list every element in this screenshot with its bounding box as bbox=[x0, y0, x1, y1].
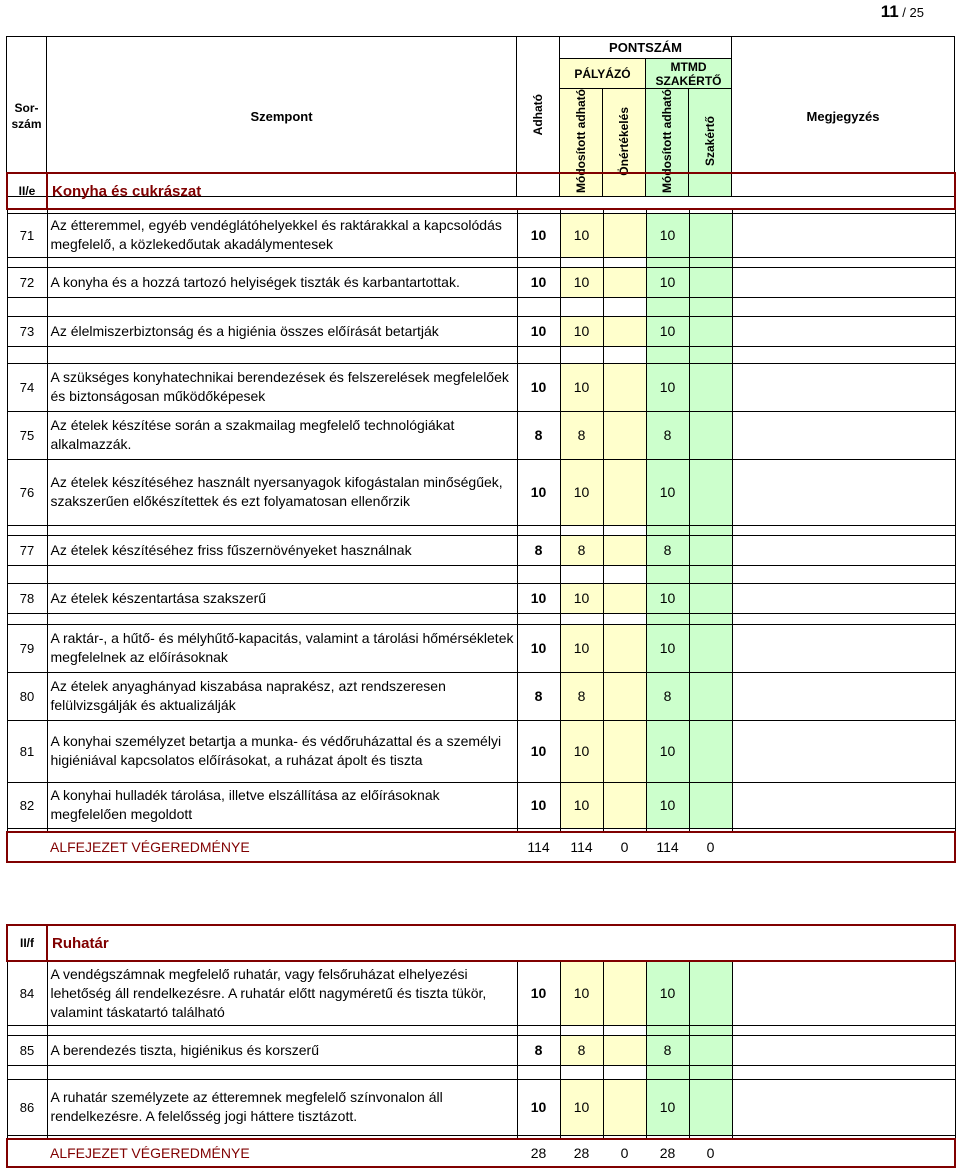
header-modositott-adhato-2: Módosított adható bbox=[646, 89, 689, 197]
points-szakerto[interactable] bbox=[689, 363, 732, 411]
points-adhato: 8 bbox=[517, 535, 560, 565]
row-text: Az ételek készentartása szakszerű bbox=[47, 583, 517, 613]
total-modositott: 28 bbox=[560, 1139, 603, 1167]
points-modositott: 10 bbox=[560, 961, 603, 1025]
header-modositott-adhato: Módosított adható bbox=[560, 89, 603, 197]
notes-cell[interactable] bbox=[732, 583, 955, 613]
points-adhato: 10 bbox=[517, 961, 560, 1025]
notes-cell[interactable] bbox=[732, 1079, 955, 1135]
points-onertekeles[interactable] bbox=[603, 316, 646, 346]
points-mtmd-modositott: 10 bbox=[646, 1079, 689, 1135]
notes-cell[interactable] bbox=[732, 316, 955, 346]
points-onertekeles[interactable] bbox=[603, 782, 646, 828]
points-mtmd-modositott: 8 bbox=[646, 535, 689, 565]
points-mtmd-modositott: 10 bbox=[646, 624, 689, 672]
section-header bbox=[7, 173, 955, 209]
notes-cell[interactable] bbox=[732, 624, 955, 672]
notes-cell[interactable] bbox=[732, 213, 955, 257]
points-mtmd-modositott: 10 bbox=[646, 213, 689, 257]
total-mtmd-modositott: 28 bbox=[646, 1139, 689, 1167]
section-header bbox=[7, 925, 955, 961]
total-adhato: 114 bbox=[517, 832, 560, 862]
points-mtmd-modositott: 10 bbox=[646, 782, 689, 828]
total-onertekeles: 0 bbox=[603, 1139, 646, 1167]
page-number bbox=[881, 2, 924, 22]
points-szakerto[interactable] bbox=[689, 961, 732, 1025]
row-text: Az ételek készítéséhez használt nyersanyagok kifogástalan minőségűek, szakszerűen előkészítettek és ezt folyamatosan ellenőrzik bbox=[47, 459, 517, 525]
row-number: 75 bbox=[7, 411, 47, 459]
notes-cell[interactable] bbox=[732, 363, 955, 411]
points-modositott: 10 bbox=[560, 624, 603, 672]
points-szakerto[interactable] bbox=[689, 535, 732, 565]
notes-cell[interactable] bbox=[732, 1035, 955, 1065]
notes-cell[interactable] bbox=[732, 535, 955, 565]
table-row bbox=[7, 267, 955, 297]
points-modositott: 8 bbox=[560, 1035, 603, 1065]
points-onertekeles[interactable] bbox=[603, 624, 646, 672]
header-onertekeles: Önértékelés bbox=[603, 89, 646, 197]
row-text: Az ételek anyaghányad kiszabása naprakész, azt rendszeresen felülvizsgálják és aktualizálják bbox=[47, 672, 517, 720]
row-number: 76 bbox=[7, 459, 47, 525]
notes-cell[interactable] bbox=[732, 267, 955, 297]
points-adhato: 8 bbox=[517, 411, 560, 459]
points-mtmd-modositott: 8 bbox=[646, 1035, 689, 1065]
section-table-ruhatar bbox=[6, 924, 956, 1168]
row-number: 71 bbox=[7, 213, 47, 257]
total-adhato: 28 bbox=[517, 1139, 560, 1167]
row-text: Az étteremmel, egyéb vendéglátóhelyekkel és raktárakkal a kapcsolódás megfelelő, a közlekedőutak akadálymentesek bbox=[47, 213, 517, 257]
points-modositott: 10 bbox=[560, 782, 603, 828]
points-modositott: 10 bbox=[560, 459, 603, 525]
notes-cell[interactable] bbox=[732, 672, 955, 720]
points-onertekeles[interactable] bbox=[603, 583, 646, 613]
points-onertekeles[interactable] bbox=[603, 720, 646, 782]
table-row bbox=[7, 720, 955, 782]
row-text: A szükséges konyhatechnikai berendezések és felszerelések megfelelőek és biztonságosan működőképesek bbox=[47, 363, 517, 411]
points-modositott: 8 bbox=[560, 535, 603, 565]
notes-cell[interactable] bbox=[732, 782, 955, 828]
points-modositott: 10 bbox=[560, 1079, 603, 1135]
points-mtmd-modositott: 10 bbox=[646, 459, 689, 525]
row-text: A konyhai hulladék tárolása, illetve elszállítása az előírásoknak megfelelően megoldott bbox=[47, 782, 517, 828]
section-code: II/e bbox=[7, 173, 47, 209]
points-modositott: 8 bbox=[560, 672, 603, 720]
row-number: 84 bbox=[7, 961, 47, 1025]
row-number: 73 bbox=[7, 316, 47, 346]
points-mtmd-modositott: 10 bbox=[646, 720, 689, 782]
row-text: A konyha és a hozzá tartozó helyiségek tiszták és karbantartottak. bbox=[47, 267, 517, 297]
total-mtmd-modositott: 114 bbox=[646, 832, 689, 862]
section-total-row bbox=[7, 1139, 955, 1167]
header-szakerto: Szakértő bbox=[689, 89, 732, 197]
row-number: 80 bbox=[7, 672, 47, 720]
row-number: 74 bbox=[7, 363, 47, 411]
section-title: Konyha és cukrászat bbox=[47, 173, 517, 209]
table-row bbox=[7, 363, 955, 411]
header-palyazo: PÁLYÁZÓ bbox=[560, 59, 646, 89]
table-row bbox=[7, 1035, 955, 1065]
points-szakerto[interactable] bbox=[689, 267, 732, 297]
table-row bbox=[7, 1079, 955, 1135]
points-onertekeles[interactable] bbox=[603, 961, 646, 1025]
table-row bbox=[7, 961, 955, 1025]
table-row bbox=[7, 459, 955, 525]
points-adhato: 8 bbox=[517, 1035, 560, 1065]
page-separator: / bbox=[898, 5, 910, 20]
points-adhato: 10 bbox=[517, 624, 560, 672]
row-number: 77 bbox=[7, 535, 47, 565]
points-szakerto[interactable] bbox=[689, 459, 732, 525]
section-code: II/f bbox=[7, 925, 47, 961]
points-szakerto[interactable] bbox=[689, 624, 732, 672]
row-text: Az élelmiszerbiztonság és a higiénia összes előírását betartják bbox=[47, 316, 517, 346]
points-szakerto[interactable] bbox=[689, 411, 732, 459]
points-adhato: 8 bbox=[517, 672, 560, 720]
points-modositott: 8 bbox=[560, 411, 603, 459]
row-number: 85 bbox=[7, 1035, 47, 1065]
section-table-konyha bbox=[6, 172, 956, 863]
points-adhato: 10 bbox=[517, 316, 560, 346]
points-modositott: 10 bbox=[560, 213, 603, 257]
row-text: A konyhai személyzet betartja a munka- és védőruházattal és a személyi higiéniával kapcsolatos előírásokat, a ruházat ápolt és tiszta bbox=[47, 720, 517, 782]
row-text: A vendégszámnak megfelelő ruhatár, vagy felsőruházat elhelyezési lehetőség áll rendelkezésre. A ruhatár előtt nagyméretű és tiszta tükör, valamint táskatartó található bbox=[47, 961, 517, 1025]
header-adhato: Adható bbox=[517, 37, 560, 197]
row-text: A berendezés tiszta, higiénikus és korszerű bbox=[47, 1035, 517, 1065]
points-onertekeles[interactable] bbox=[603, 459, 646, 525]
table-row bbox=[7, 535, 955, 565]
row-number: 82 bbox=[7, 782, 47, 828]
page-current: 11 bbox=[880, 2, 899, 21]
points-szakerto[interactable] bbox=[689, 213, 732, 257]
row-text: A ruhatár személyzete az étteremnek megfelelő színvonalon áll rendelkezésre. A felelősség jogi háttere tisztázott. bbox=[47, 1079, 517, 1135]
row-number: 86 bbox=[7, 1079, 47, 1135]
points-modositott: 10 bbox=[560, 720, 603, 782]
points-mtmd-modositott: 10 bbox=[646, 583, 689, 613]
points-onertekeles[interactable] bbox=[603, 267, 646, 297]
row-text: Az ételek készítéséhez friss fűszernövényeket használnak bbox=[47, 535, 517, 565]
points-szakerto[interactable] bbox=[689, 316, 732, 346]
points-onertekeles[interactable] bbox=[603, 411, 646, 459]
points-onertekeles[interactable] bbox=[603, 1035, 646, 1065]
table-row bbox=[7, 583, 955, 613]
total-szakerto: 0 bbox=[689, 1139, 732, 1167]
points-onertekeles[interactable] bbox=[603, 1079, 646, 1135]
table-row bbox=[7, 213, 955, 257]
section-title: Ruhatár bbox=[47, 925, 517, 961]
table-row bbox=[7, 316, 955, 346]
points-adhato: 10 bbox=[517, 363, 560, 411]
points-onertekeles[interactable] bbox=[603, 213, 646, 257]
table-row bbox=[7, 411, 955, 459]
row-number: 72 bbox=[7, 267, 47, 297]
total-label: ALFEJEZET VÉGEREDMÉNYE bbox=[47, 832, 517, 862]
points-onertekeles[interactable] bbox=[603, 363, 646, 411]
row-number: 81 bbox=[7, 720, 47, 782]
points-onertekeles[interactable] bbox=[603, 672, 646, 720]
notes-cell[interactable] bbox=[732, 411, 955, 459]
points-mtmd-modositott: 10 bbox=[646, 961, 689, 1025]
section-total-row bbox=[7, 832, 955, 862]
points-onertekeles[interactable] bbox=[603, 535, 646, 565]
total-modositott: 114 bbox=[560, 832, 603, 862]
total-onertekeles: 0 bbox=[603, 832, 646, 862]
points-adhato: 10 bbox=[517, 459, 560, 525]
table-row bbox=[7, 782, 955, 828]
header-pontszam: PONTSZÁM bbox=[560, 37, 732, 59]
points-szakerto[interactable] bbox=[689, 1079, 732, 1135]
points-szakerto[interactable] bbox=[689, 583, 732, 613]
row-number: 78 bbox=[7, 583, 47, 613]
points-szakerto[interactable] bbox=[689, 720, 732, 782]
notes-cell[interactable] bbox=[732, 720, 955, 782]
points-szakerto[interactable] bbox=[689, 1035, 732, 1065]
points-adhato: 10 bbox=[517, 720, 560, 782]
table-row bbox=[7, 672, 955, 720]
notes-cell[interactable] bbox=[732, 961, 955, 1025]
row-text: A raktár-, a hűtő- és mélyhűtő-kapacitás, valamint a tárolási hőmérsékletek megfelelnek az előírásoknak bbox=[47, 624, 517, 672]
points-adhato: 10 bbox=[517, 782, 560, 828]
total-szakerto: 0 bbox=[689, 832, 732, 862]
points-modositott: 10 bbox=[560, 267, 603, 297]
table-row bbox=[7, 624, 955, 672]
points-mtmd-modositott: 10 bbox=[646, 316, 689, 346]
points-mtmd-modositott: 8 bbox=[646, 672, 689, 720]
points-szakerto[interactable] bbox=[689, 672, 732, 720]
header-megjegyzes: Megjegyzés bbox=[732, 37, 955, 197]
points-adhato: 10 bbox=[517, 213, 560, 257]
points-mtmd-modositott: 10 bbox=[646, 363, 689, 411]
points-adhato: 10 bbox=[517, 583, 560, 613]
points-mtmd-modositott: 10 bbox=[646, 267, 689, 297]
header-szempont: Szempont bbox=[47, 37, 517, 197]
points-adhato: 10 bbox=[517, 1079, 560, 1135]
points-modositott: 10 bbox=[560, 363, 603, 411]
header-sorszam: Sor-szám bbox=[7, 37, 47, 197]
notes-cell[interactable] bbox=[732, 459, 955, 525]
page-total: 25 bbox=[909, 5, 924, 20]
points-mtmd-modositott: 8 bbox=[646, 411, 689, 459]
points-modositott: 10 bbox=[560, 583, 603, 613]
row-number: 79 bbox=[7, 624, 47, 672]
total-label: ALFEJEZET VÉGEREDMÉNYE bbox=[47, 1139, 517, 1167]
points-adhato: 10 bbox=[517, 267, 560, 297]
points-modositott: 10 bbox=[560, 316, 603, 346]
header-mtmd: MTMD SZAKÉRTŐ bbox=[646, 59, 732, 89]
points-szakerto[interactable] bbox=[689, 782, 732, 828]
row-text: Az ételek készítése során a szakmailag megfelelő technológiákat alkalmazzák. bbox=[47, 411, 517, 459]
